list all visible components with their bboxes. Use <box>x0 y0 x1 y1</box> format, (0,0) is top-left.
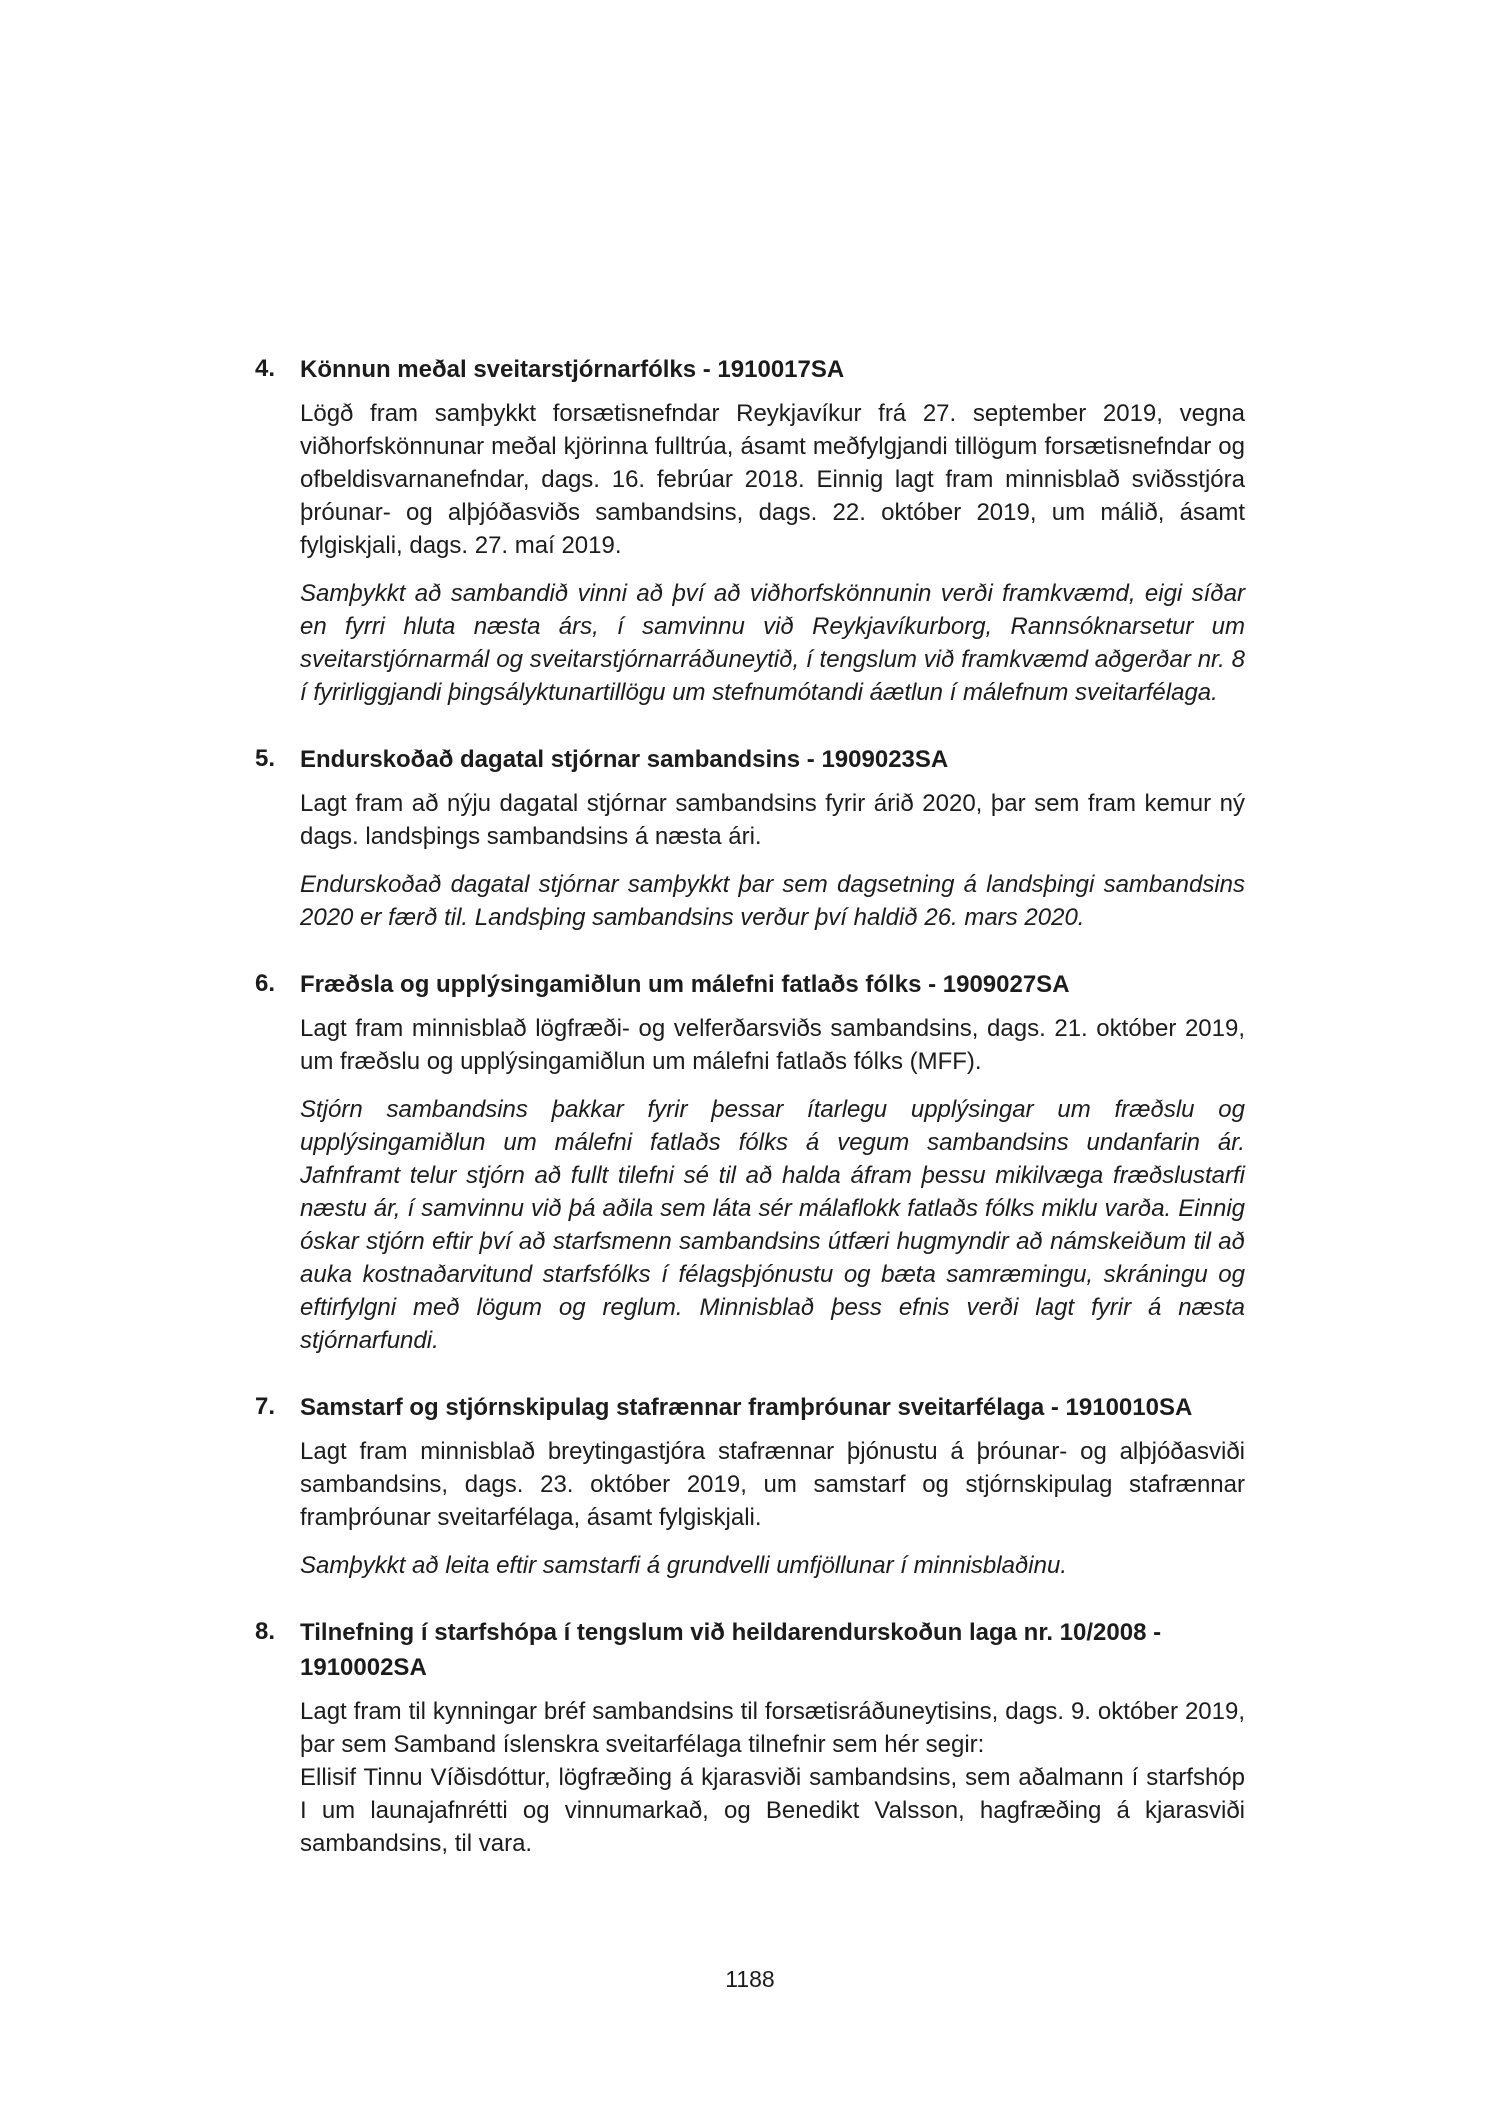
agenda-item-title: Tilnefning í starfshópa í tengslum við heildarendurskoðun laga nr. 10/2008 - 1910002SA <box>300 1619 1162 1681</box>
agenda-item-title: Könnun meðal sveitarstjórnarfólks - 1910017SA <box>300 356 845 383</box>
agenda-item-paragraph: Lögð fram samþykkt forsætisnefndar Reykjavíkur frá 27. september 2019, vegna viðhorfskönnunar meðal kjörinna fulltrúa, ásamt meðfylgjandi tillögum forsætisnefndar og ofbeldisvarnanefndar, dags. 16. febrúar 2018. Einnig lagt fram minnisblað sviðsstjóra þróunar- og alþjóðasviðs sambandsins, dags. 22. október 2019, um málið, ásamt fylgiskjali, dags. 27. maí 2019. <box>300 400 1245 559</box>
agenda-item-body <box>300 967 1245 1357</box>
agenda-item-7 <box>255 1390 1245 1582</box>
agenda-item-body <box>300 1390 1245 1582</box>
agenda-item-number: 4. <box>255 355 276 382</box>
paragraph-segment: Ellisif Tinnu Víðisdóttur, lögfræðing á kjarasviði sambandsins, sem aðalmann í starfshóp I um launajafnrétti og vinnumarkað, og Benedikt Valsson, hagfræðing á kjarasviði sambandsins, til vara. <box>300 1764 1245 1857</box>
agenda-item-resolution: Samþykkt að sambandið vinni að því að viðhorfskönnunin verði framkvæmd, eigi síðar en fyrri hluta næsta árs, í samvinnu við Reykjavíkurborg, Rannsóknarsetur um sveitarstjórnarmál og sveitarstjórnarráðuneytið, í tengslum við framkvæmd aðgerðar nr. 8 í fyrirliggjandi þingsályktunartillögu um stefnumótandi áætlun í málefnum sveitarfélaga. <box>300 580 1245 706</box>
agenda-item-6 <box>255 967 1245 1357</box>
agenda-item-title: Samstarf og stjórnskipulag stafrænnar framþróunar sveitarfélaga - 1910010SA <box>300 1394 1193 1421</box>
agenda-item-number: 7. <box>255 1393 276 1420</box>
agenda-item-resolution: Samþykkt að leita eftir samstarfi á grundvelli umfjöllunar í minnisblaðinu. <box>300 1552 1068 1579</box>
paragraph-segment: Lagt fram til kynningar bréf sambandsins til forsætisráðuneytisins, dags. 9. október 2019, þar sem Samband íslenskra sveitarfélaga tilnefnir sem hér segir: <box>300 1698 1245 1758</box>
agenda-item-body <box>300 1615 1245 1860</box>
agenda-item-body <box>300 352 1245 709</box>
agenda-item-8 <box>255 1615 1245 1860</box>
agenda-item-paragraph: Lagt fram minnisblað breytingastjóra stafrænnar þjónustu á þróunar- og alþjóðasviði sambandsins, dags. 23. október 2019, um samstarf og stjórnskipulag stafrænnar framþróunar sveitarfélaga, ásamt fylgiskjali. <box>300 1438 1245 1531</box>
agenda-item-5 <box>255 742 1245 934</box>
agenda-item-number: 8. <box>255 1618 276 1645</box>
agenda-item-title: Fræðsla og upplýsingamiðlun um málefni fatlaðs fólks - 1909027SA <box>300 971 1070 998</box>
agenda-item-title: Endurskoðað dagatal stjórnar sambandsins - 1909023SA <box>300 746 949 773</box>
minutes-content <box>255 352 1245 1860</box>
agenda-item-4 <box>255 352 1245 709</box>
agenda-item-paragraph <box>300 1695 1245 1860</box>
agenda-item-paragraph: Lagt fram að nýju dagatal stjórnar sambandsins fyrir árið 2020, þar sem fram kemur ný dags. landsþings sambandsins á næsta ári. <box>300 790 1245 850</box>
agenda-item-number: 6. <box>255 970 276 997</box>
agenda-item-resolution: Stjórn sambandsins þakkar fyrir þessar ítarlegu upplýsingar um fræðslu og upplýsingamiðlun um málefni fatlaðs fólks á vegum sambandsins undanfarin ár. Jafnframt telur stjórn að fullt tilefni sé til að halda áfram þessu mikilvæga fræðslustarfi næstu ár, í samvinnu við þá aðila sem láta sér málaflokk fatlaðs fólks miklu varða. Einnig óskar stjórn eftir því að starfsmenn sambandsins útfæri hugmyndir að námskeiðum til að auka kostnaðarvitund starfsfólks í félagsþjónustu og bæta samræmingu, skráningu og eftirfylgni með lögum og reglum. Minnisblað þess efnis verði lagt fyrir á næsta stjórnarfundi. <box>300 1096 1245 1354</box>
agenda-item-resolution: Endurskoðað dagatal stjórnar samþykkt þar sem dagsetning á landsþingi sambandsins 2020 er færð til. Landsþing sambandsins verður því haldið 26. mars 2020. <box>300 871 1245 931</box>
agenda-item-number: 5. <box>255 745 276 772</box>
page-number: 1188 <box>725 1966 775 1992</box>
agenda-item-body <box>300 742 1245 934</box>
page-footer <box>255 1964 1245 1994</box>
agenda-item-paragraph: Lagt fram minnisblað lögfræði- og velferðarsviðs sambandsins, dags. 21. október 2019, um fræðslu og upplýsingamiðlun um málefni fatlaðs fólks (MFF). <box>300 1015 1245 1075</box>
